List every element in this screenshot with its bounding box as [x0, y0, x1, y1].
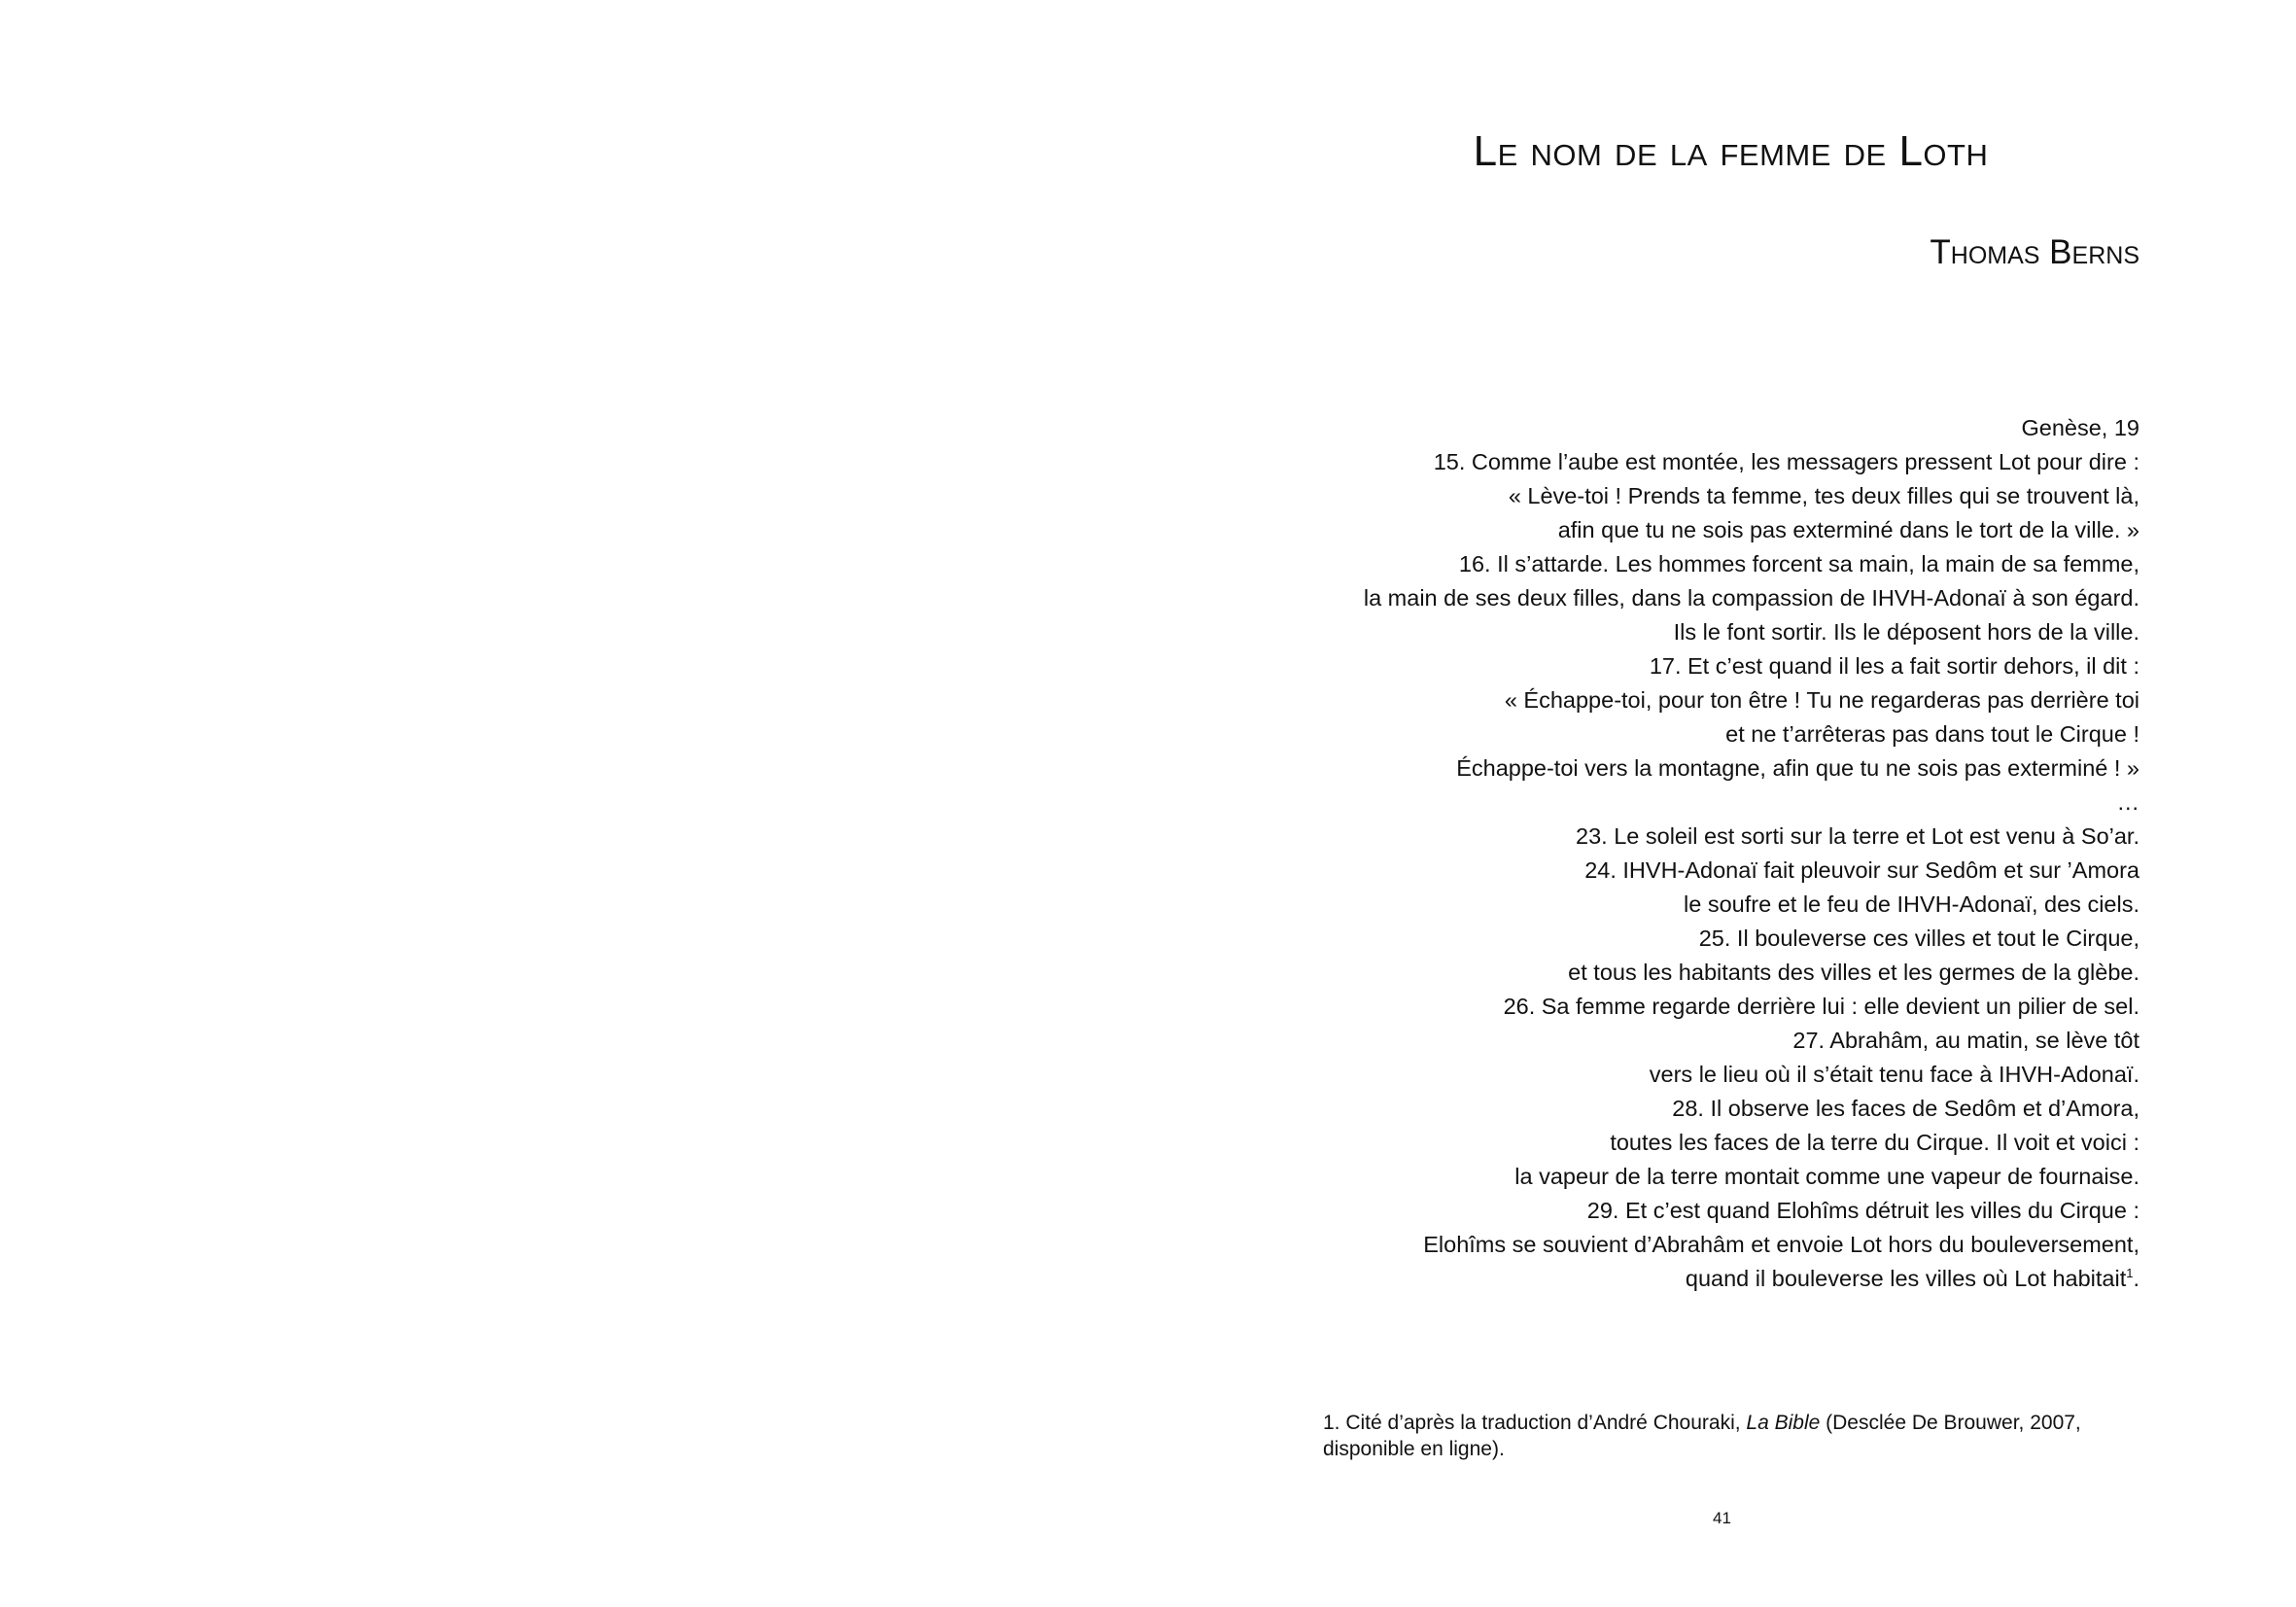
epigraph-line: la vapeur de la terre montait comme une vapeur de fournaise.	[1514, 1164, 2139, 1189]
epigraph-line: 16. Il s’attarde. Les hommes forcent sa main, la main de sa femme,	[1458, 551, 2139, 576]
epigraph-source: Genèse, 19	[2021, 415, 2139, 440]
epigraph-line: 29. Et c’est quand Elohîms détruit les villes du Cirque :	[1586, 1198, 2139, 1223]
epigraph-line: Échappe-toi vers la montagne, afin que tu ne sois pas exterminé ! »	[1456, 755, 2139, 781]
epigraph-line: afin que tu ne sois pas exterminé dans le tort de la ville. »	[1557, 517, 2139, 542]
epigraph	[1265, 411, 2139, 1296]
epigraph-line: « Échappe-toi, pour ton être ! Tu ne regarderas pas derrière toi	[1504, 687, 2139, 713]
epigraph-line: …	[2116, 789, 2139, 815]
footnote	[1323, 1410, 2141, 1462]
epigraph-line: et tous les habitants des villes et les germes de la glèbe.	[1568, 960, 2139, 985]
chapter-title-text: Le nom de la femme de Loth	[1473, 127, 1989, 175]
epigraph-line: 27. Abrahâm, au matin, se lève tôt	[1792, 1028, 2139, 1053]
epigraph-line: vers le lieu où il s’était tenu face à IHVH-Adonaï.	[1649, 1062, 2139, 1087]
epigraph-line: 28. Il observe les faces de Sedôm et d’Amora,	[1672, 1096, 2139, 1121]
epigraph-line: la main de ses deux filles, dans la compassion de IHVH-Adonaï à son égard.	[1363, 585, 2139, 611]
epigraph-line: et ne t’arrêteras pas dans tout le Cirque !	[1725, 721, 2139, 747]
page-number: 41	[1713, 1509, 1731, 1527]
epigraph-line: 24. IHVH-Adonaï fait pleuvoir sur Sedôm et sur ’Amora	[1584, 857, 2139, 883]
epigraph-line: 26. Sa femme regarde derrière lui : elle devient un pilier de sel.	[1503, 994, 2139, 1019]
author-name: Thomas Berns	[1930, 233, 2139, 271]
epigraph-line-end: .	[2133, 1266, 2139, 1291]
right-page	[1148, 0, 2296, 1607]
epigraph-line-text: quand il bouleverse les villes où Lot habitait	[1685, 1266, 2127, 1291]
epigraph-line: toutes les faces de la terre du Cirque. Il voit et voici :	[1610, 1130, 2139, 1155]
chapter-title	[1148, 124, 2296, 179]
epigraph-line: Ils le font sortir. Ils le déposent hors de la ville.	[1673, 619, 2139, 645]
epigraph-line-last	[1265, 1262, 2139, 1296]
footnote-text-start: 1. Cité d’après la traduction d’André Chouraki,	[1323, 1412, 1747, 1434]
footnote-marker[interactable]: 1	[2126, 1266, 2134, 1281]
epigraph-line: Elohîms se souvient d’Abrahâm et envoie Lot hors du bouleversement,	[1423, 1232, 2139, 1257]
epigraph-line: 17. Et c’est quand il les a fait sortir dehors, il dit :	[1649, 653, 2139, 679]
footnote-text-end: (Desclée De Brouwer, 2007, disponible en ligne).	[1323, 1412, 2081, 1460]
epigraph-line: le soufre et le feu de IHVH-Adonaï, des ciels.	[1684, 891, 2139, 917]
footnote-book-title: La Bible	[1746, 1412, 1821, 1434]
epigraph-line: 15. Comme l’aube est montée, les messagers pressent Lot pour dire :	[1433, 449, 2139, 474]
epigraph-line: 23. Le soleil est sorti sur la terre et Lot est venu à So’ar.	[1576, 823, 2139, 849]
epigraph-line: « Lève-toi ! Prends ta femme, tes deux filles qui se trouvent là,	[1508, 483, 2139, 508]
epigraph-line: 25. Il bouleverse ces villes et tout le Cirque,	[1698, 926, 2139, 951]
